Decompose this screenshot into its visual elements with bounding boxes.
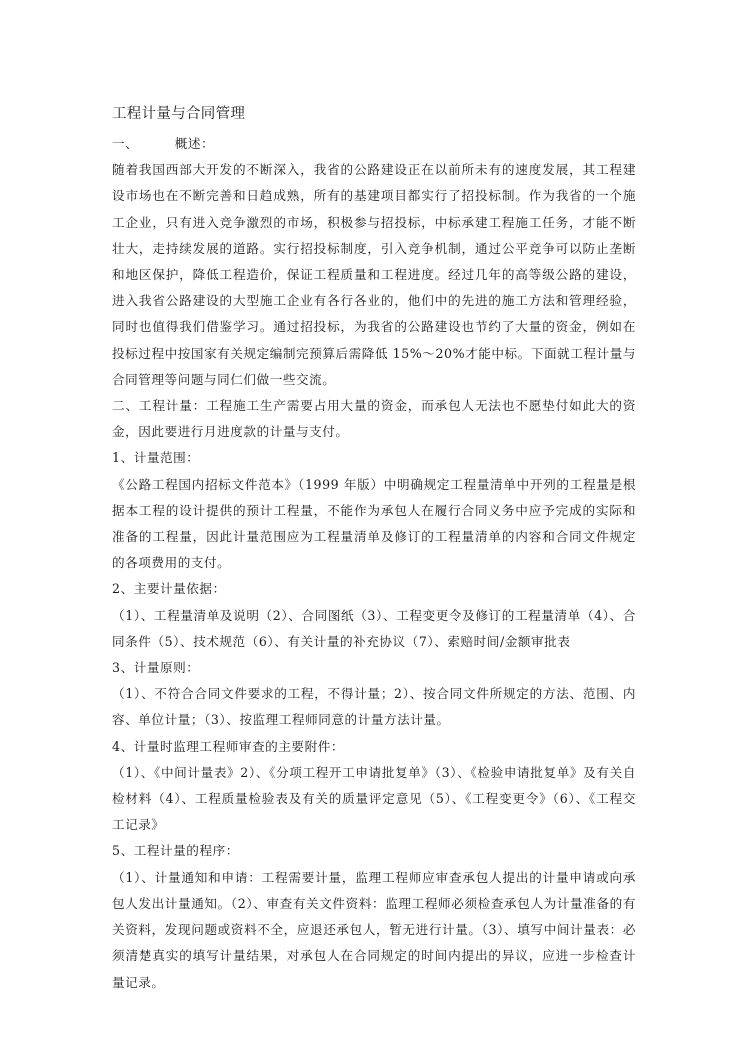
- paragraph-principles: （1）、不符合合同文件要求的工程，不得计量；2）、按合同文件所规定的方法、范围、内容、单位计量；（3）、按监理工程师同意的计量方法计量。: [112, 686, 636, 728]
- document-title: 工程计量与合同管理: [112, 106, 246, 122]
- subheading-attachments: 4、计量时监理工程师审查的主要附件：: [112, 738, 345, 754]
- subheading-scope: 1、计量范围：: [112, 450, 200, 466]
- paragraph-scope: 《公路工程国内招标文件范本》（1999 年版）中明确规定工程量清单中开列的工程量是根据本工程的设计提供的预计工程量，不能作为承包人在履行合同义务中应予完成的实际和准备的工程量，因此计量范围应为工程量清单及修订的工程量清单的内容和合同文件规定的各项费用的支付。: [112, 476, 636, 571]
- paragraph-overview: 随着我国西部大开发的不断深入，我省的公路建设正在以前所未有的速度发展，其工程建设市场也在不断完善和日趋成熟，所有的基建项目都实行了招投标制。作为我省的一个施工企业，只有进入竞争激烈的市场，积极参与招投标，中标承建工程施工任务，才能不断壮大，走持续发展的道路。实行招投标制度，引入竞争机制，通过公平竞争可以防止垄断和地区保护，降低工程造价，保证工程质量和工程进度。经过几年的高等级公路的建设，进入我省公路建设的大型施工企业有各行各业的，他们中的先进的施工方法和管理经验，同时也值得我们借鉴学习。通过招投标，为我省的公路建设也节约了大量的资金，例如在投标过程中按国家有关规定编制完预算后需降低 15%～20%才能中标。下面就工程计量与合同管理等问题与同仁们做一些交流。: [112, 162, 636, 387]
- paragraph-procedure: （1）、计量通知和申请：工程需要计量，监理工程师应审查承包人提出的计量申请或向承包人发出计量通知。（2）、审查有关文件资料：监理工程师必须检查承包人为计量准备的有关资料，发现问题或资料不全，应退还承包人，暂无进行计量。（3）、填写中间计量表：必须清楚真实的填写计量结果，对承包人在合同规定的时间内提出的异议，应进一步检查计量记录。: [112, 869, 636, 990]
- section-heading-measurement: 二、工程计量：工程施工生产需要占用大量的资金，而承包人无法也不愿垫付如此大的资金，因此要进行月进度款的计量与支付。: [112, 398, 636, 440]
- section-heading-overview: 一、 概述：: [112, 136, 215, 151]
- subheading-principles: 3、计量原则：: [112, 660, 200, 676]
- paragraph-basis: （1）、工程量清单及说明（2）、合同图纸（3）、工程变更令及修订的工程量清单（4）、合同条件（5）、技术规范（6）、有关计量的补充协议（7）、索赔时间/金额审批表: [112, 607, 636, 649]
- subheading-basis: 2、主要计量依据：: [112, 581, 226, 597]
- document-body: [112, 131, 636, 996]
- paragraph-attachments: （1）、《中间计量表》2）、《分项工程开工申请批复单》（3）、《检验申请批复单》及有关自检材料（4）、工程质量检验表及有关的质量评定意见（5）、《工程变更令》（6）、《工程交工记录》: [112, 764, 636, 833]
- subheading-procedure: 5、工程计量的程序：: [112, 843, 239, 859]
